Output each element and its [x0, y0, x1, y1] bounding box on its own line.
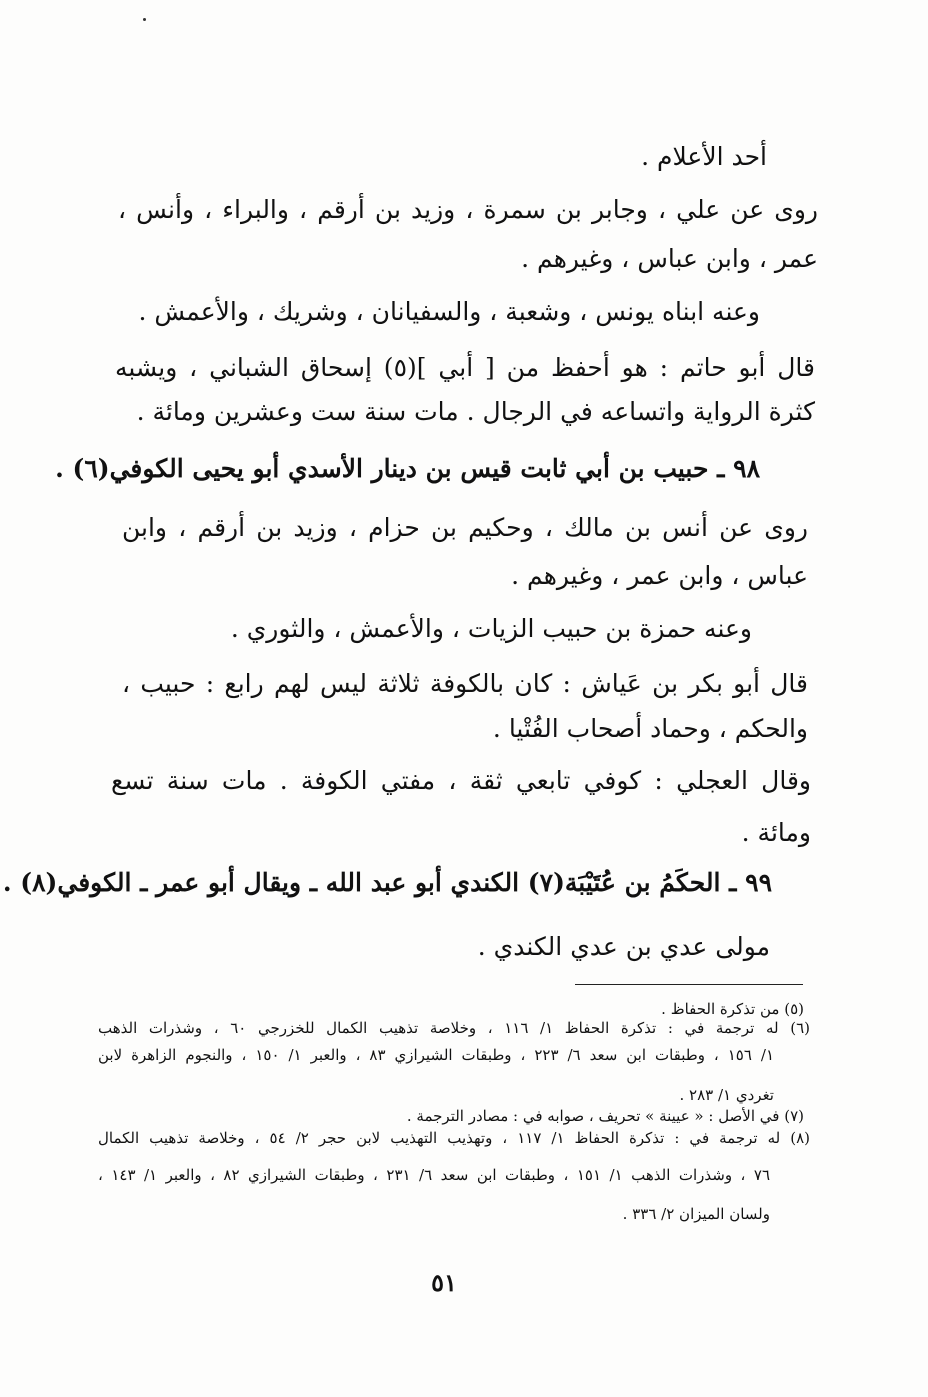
body-line-12: والحكم ، وحماد أصحاب الفُتْيا .: [492, 714, 808, 743]
body-line-14: ومائة .: [741, 818, 811, 847]
body-line-8: روى عن أنس بن مالك ، وحكيم بن حزام ، وزيد بن أرقم ، وابن: [122, 513, 808, 542]
body-line-1: أحد الأعلام .: [641, 142, 767, 171]
entry-99-heading: ٩٩ ـ الحكَمُ بن عُتَيْبَة(٧) الكندي أبو عبد الله ـ ويقال أبو عمر ـ الكوفي(٨) .: [2, 868, 772, 897]
footnote-6-line-2: ١/ ١٥٦ ، وطبقات ابن سعد ٦/ ٢٢٣ ، وطبقات الشيرازي ٨٣ ، والعبر ١/ ١٥٠ ، والنجوم الزاهرة لابن: [98, 1046, 774, 1064]
footnote-6-line-3: تغردي ١/ ٢٨٣ .: [679, 1086, 774, 1104]
body-line-4: وعنه ابناه يونس ، وشعبة ، والسفيانان ، وشريك ، والأعمش .: [138, 297, 760, 326]
footnote-8-line-2: ٧٦ ، وشذرات الذهب ١/ ١٥١ ، وطبقات ابن سعد ٦/ ٢٣١ ، وطبقات الشيرازي ٨٢ ، والعبر ١/ ١٤٣ ،: [98, 1166, 770, 1184]
footnote-8-line-3: ولسان الميزان ٢/ ٣٣٦ .: [622, 1205, 770, 1223]
body-line-13: وقال العجلي : كوفي تابعي ثقة ، مفتي الكوفة . مات سنة تسع: [111, 766, 811, 795]
entry-98-heading: ٩٨ ـ حبيب بن أبي ثابت قيس بن دينار الأسدي أبو يحيى الكوفي(٦) .: [55, 454, 760, 483]
ink-speck: [143, 18, 146, 21]
page-number: ٥١: [431, 1268, 457, 1297]
body-line-5: قال أبو حاتم : هو أحفظ من [ أبي ](٥) إسحاق الشباني ، ويشبه: [115, 353, 815, 382]
footnote-6-line-1: (٦) له ترجمة في : تذكرة الحفاظ ١/ ١١٦ ، وخلاصة تذهيب الكمال للخزرجي ٦٠ ، وشذرات الذهب: [98, 1019, 810, 1037]
body-line-6: كثرة الرواية واتساعه في الرجال . مات سنة ست وعشرين ومائة .: [136, 397, 815, 426]
body-line-2: روى عن علي ، وجابر بن سمرة ، وزيد بن أرقم ، والبراء ، وأنس ،: [118, 195, 818, 224]
footnote-8-line-1: (٨) له ترجمة في : تذكرة الحفاظ ١/ ١١٧ ، وتهذيب التهذيب لابن حجر ٢/ ٥٤ ، وخلاصة تذهيب الكمال: [98, 1129, 810, 1147]
footnote-5: (٥) من تذكرة الحفاظ .: [661, 1000, 804, 1018]
footnote-7: (٧) في الأصل : « عيينة » تحريف ، صوابه في : مصادر الترجمة .: [406, 1107, 804, 1125]
body-line-9: عباس ، وابن عمر ، وغيرهم .: [511, 561, 808, 590]
footnote-separator: [575, 984, 803, 985]
body-line-10: وعنه حمزة بن حبيب الزيات ، والأعمش ، والثوري .: [230, 614, 752, 643]
body-line-16: مولى عدي بن عدي الكندي .: [477, 932, 770, 961]
body-line-11: قال أبو بكر بن عَياش : كان بالكوفة ثلاثة ليس لهم رابع : حبيب ،: [122, 669, 808, 698]
body-line-3: عمر ، وابن عباس ، وغيرهم .: [521, 244, 818, 273]
